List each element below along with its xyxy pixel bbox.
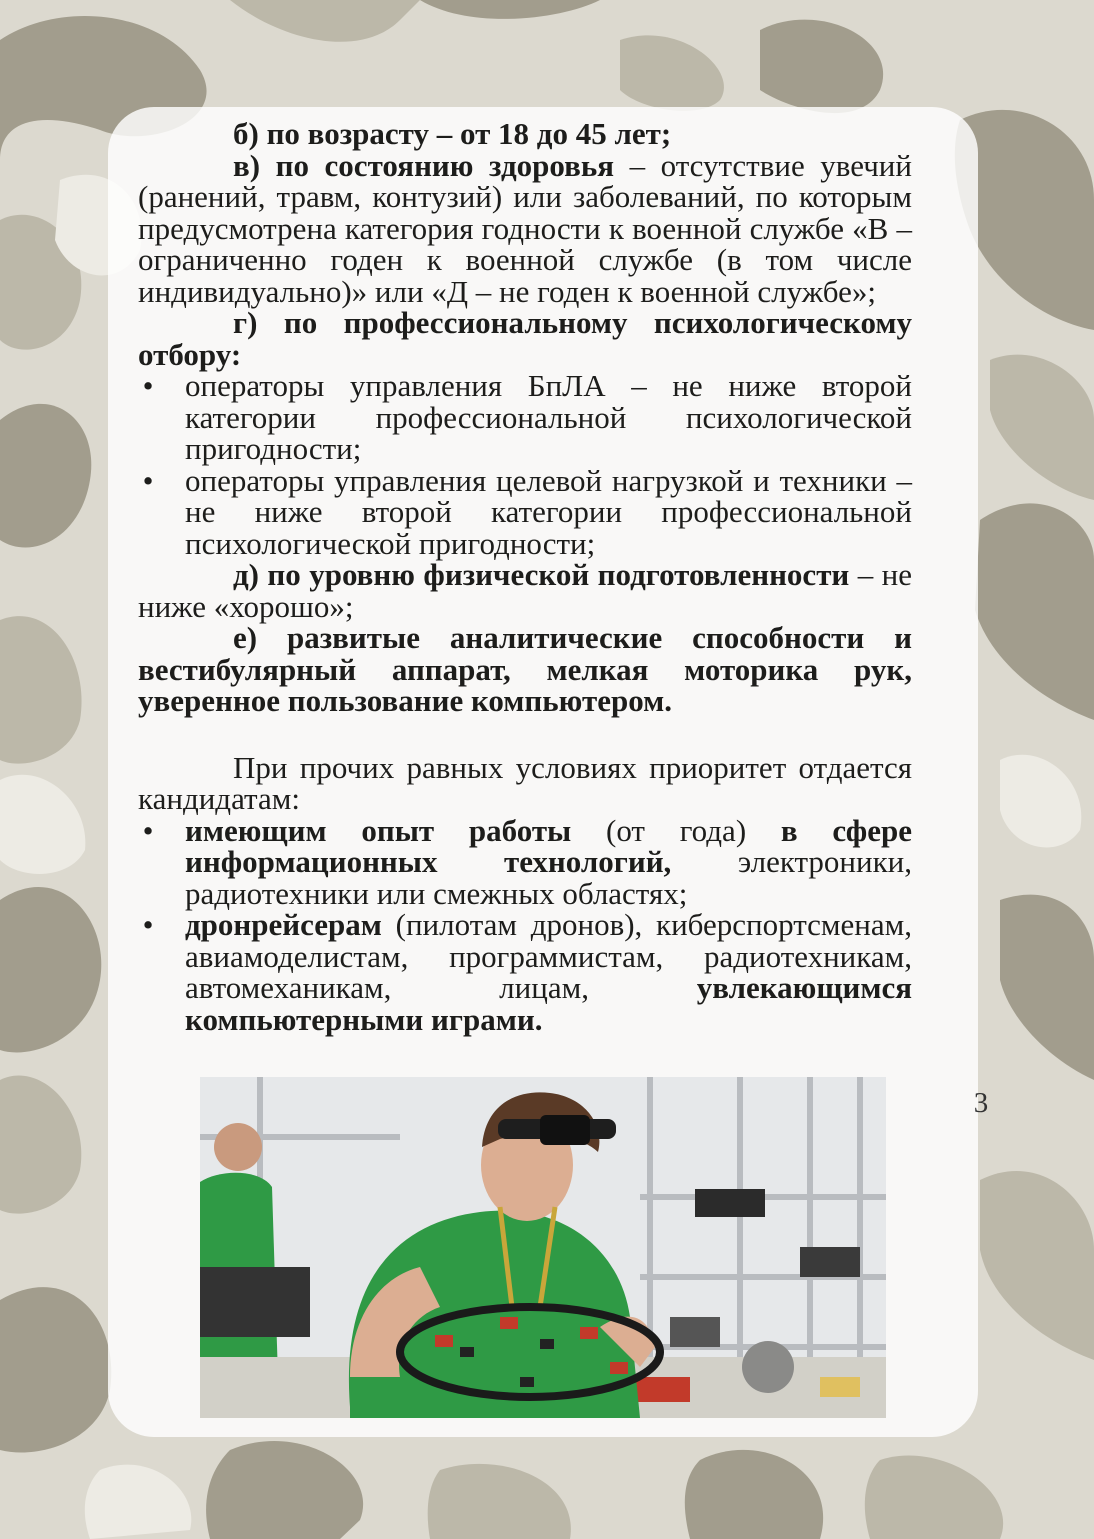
drone-workshop-photo: [200, 1077, 886, 1418]
list-item: [138, 909, 912, 1035]
list-item-text: операторы управления БпЛА – не ниже второй категории профессиональной психологической пригодности;: [185, 368, 912, 466]
requirement-physical-text: – не ниже «хорошо»;: [138, 557, 912, 624]
requirement-health-label: в) по состоянию здоровья: [233, 147, 614, 183]
list-item: [138, 462, 912, 561]
bullet-icon: •: [142, 368, 154, 403]
bullet-icon: •: [142, 907, 154, 942]
requirement-physical: [138, 559, 912, 622]
bullet-icon: •: [142, 812, 154, 848]
priority-item2-text1: (пилотам дронов), киберспортсменам, авиамоделистам, программистам, радиотехникам, автомеханикам, лицам,: [185, 907, 912, 1005]
requirement-age-label: б) по возрасту – от 18 до 45 лет;: [233, 116, 672, 151]
requirement-physical-label: д) по уровню физической подготовленности: [233, 557, 850, 592]
priority-item1-bold1: имеющим опыт работы: [185, 812, 572, 848]
priority-item1-bold2: в сфере информационных технологий,: [185, 812, 912, 879]
psych-list: [138, 370, 912, 559]
list-item: [138, 370, 912, 465]
priority-item2-bold2: увлекающимся компьютерными играми.: [185, 970, 912, 1037]
list-item-text: операторы управления целевой нагрузкой и техники – не ниже второй категории профессиональной психологической пригодности;: [185, 462, 912, 561]
requirement-psych-label: г) по профессиональному психологическому отбору:: [138, 305, 912, 372]
priority-intro: При прочих равных условиях приоритет отдается кандидатам:: [138, 749, 912, 816]
bullet-icon: •: [142, 462, 154, 498]
priority-list: [138, 812, 912, 1037]
requirement-psych: [138, 307, 912, 370]
list-item: [138, 812, 912, 911]
requirement-age: [138, 118, 912, 150]
requirement-skills: [138, 622, 912, 717]
photo-illustration: [200, 1077, 886, 1418]
document-body: [138, 118, 912, 1035]
requirement-health-text: – отсутствие увечий (ранений, травм, контузий) или заболеваний, по которым предусмотрена категория годности к военной службе «В – ограниченно годен к военной службе (в том числе индивидуально)» или «Д – не годен к военной службе»;: [138, 147, 912, 309]
priority-item2-bold1: дронрейсерам: [185, 907, 382, 942]
requirement-skills-label: е) развитые аналитические способности и вестибулярный аппарат, мелкая моторика рук, уверенное пользование компьютером.: [138, 620, 912, 718]
page-number: 3: [973, 1087, 989, 1119]
priority-item1-text2: электроники, радиотехники или смежных областях;: [185, 844, 912, 911]
requirement-health: [138, 147, 912, 309]
priority-item1-text1: (от года): [571, 812, 781, 848]
